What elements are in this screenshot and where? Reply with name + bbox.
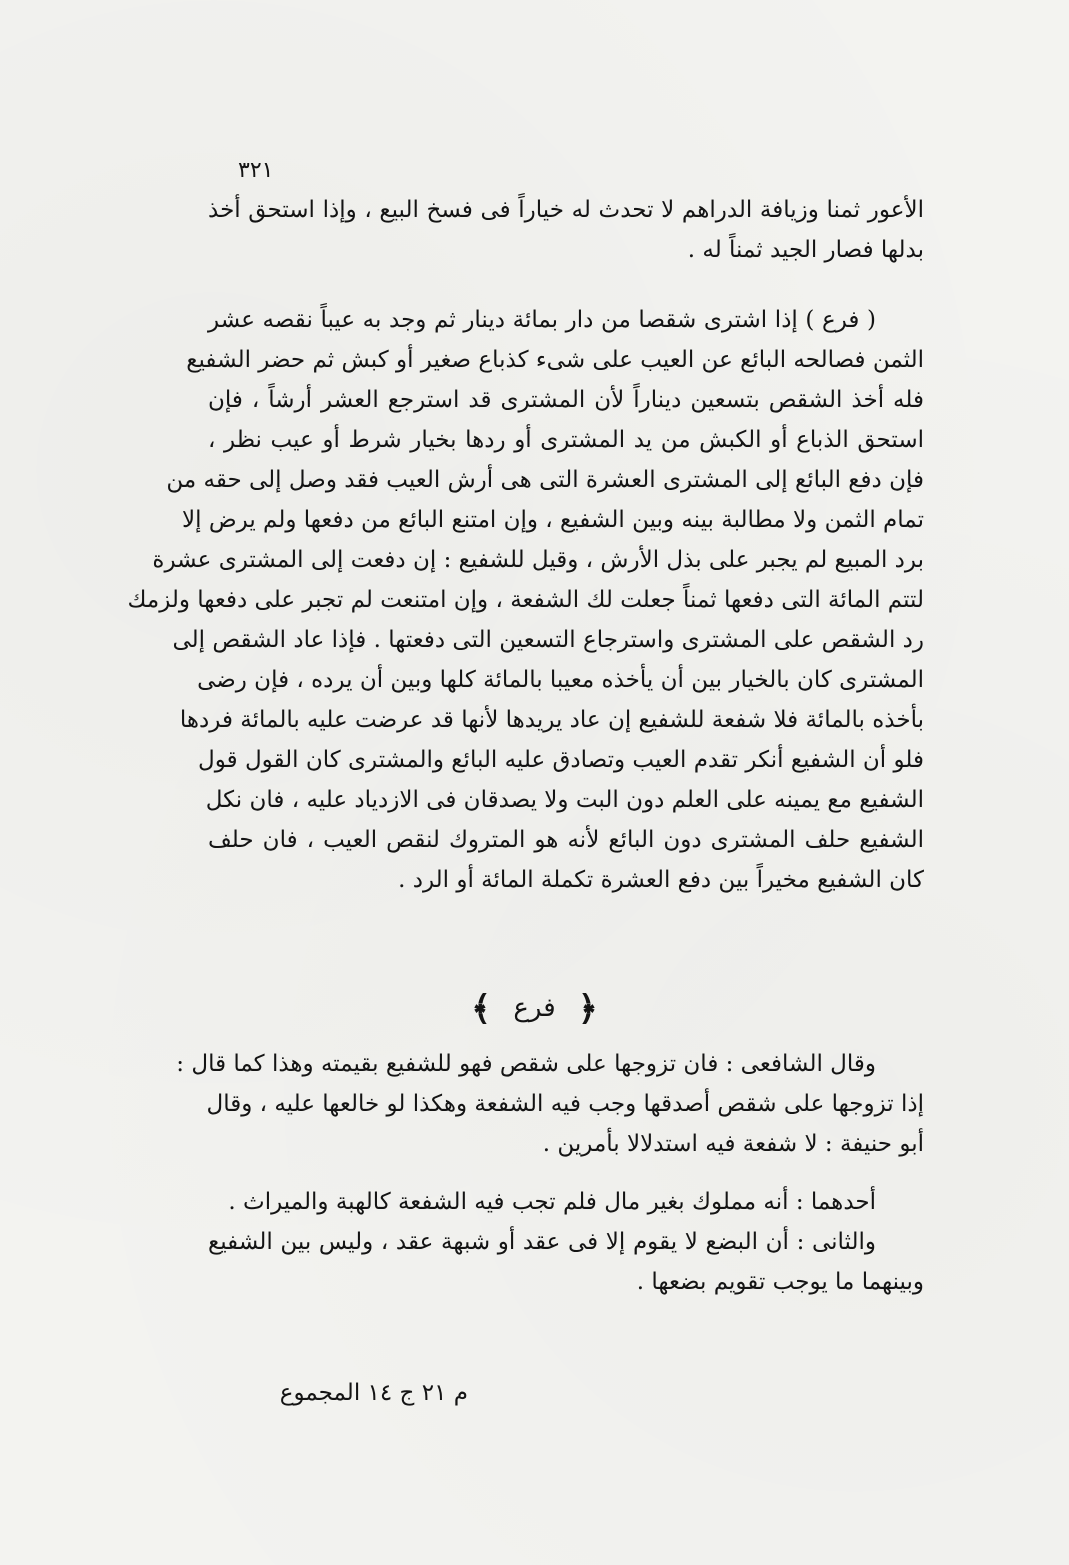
text-line: تمام الثمن ولا مطالبة بينه وبين الشفيع ، وإن امتنع البائع من دفعها ولم يرض إلا — [182, 507, 924, 533]
paragraph-3 — [176, 1044, 924, 1164]
text-line: استحق الذباع أو الكبش من يد المشترى أو ردها بخيار شرط أو عيب نظر ، — [208, 427, 924, 453]
text-line: والثانى : أن البضع لا يقوم إلا فى عقد أو شبهة عقد ، وليس بين الشفيع — [208, 1229, 876, 1255]
text-line: بدلها فصار الجيد ثمناً له . — [687, 237, 924, 263]
text-line: أحدهما : أنه مملوك بغير مال فلم تجب فيه الشفعة كالهبة والميراث . — [228, 1189, 876, 1215]
text-line: وبينهما ما يوجب تقويم بضعها . — [636, 1269, 924, 1295]
ornate-bracket-close: ﴾ — [471, 989, 492, 1029]
text-line: الأعور ثمنا وزيافة الدراهم لا تحدث له خياراً فى فسخ البيع ، وإذا استحق أخذ — [208, 197, 924, 223]
section-heading — [0, 988, 1069, 1029]
paragraph-5 — [208, 1222, 924, 1302]
text-line: فإن دفع البائع إلى المشترى العشرة التى هى أرش العيب فقد وصل إلى حقه من — [166, 467, 924, 493]
text-line: وقال الشافعى : فان تزوجها على شقص فهو للشفيع بقيمته وهذا كما قال : — [176, 1051, 876, 1077]
text-line: أبو حنيفة : لا شفعة فيه استدلالا بأمرين . — [542, 1131, 924, 1157]
text-line: إذا تزوجها على شقص أصدقها وجب فيه الشفعة وهكذا لو خالعها عليه ، وقال — [206, 1091, 924, 1117]
paragraph-1 — [208, 190, 924, 270]
paragraph-4 — [208, 1182, 924, 1222]
text-line: الشفيع حلف المشترى دون البائع لأنه هو المتروك لنقص العيب ، فان حلف — [208, 827, 924, 853]
text-line: الثمن فصالحه البائع عن العيب على شىء كذباع صغير أو كبش ثم حضر الشفيع — [186, 347, 924, 373]
text-line: الشفيع مع يمينه على العلم دون البت ولا يصدقان فى الازدياد عليه ، فان نكل — [205, 787, 924, 813]
text-line: فله أخذ الشقص بتسعين ديناراً لأن المشترى قد استرجع العشر أرشاً ، فإن — [208, 387, 924, 413]
text-line: ( فرع ) إذا اشترى شقصا من دار بمائة دينار ثم وجد به عيباً نقصه عشر — [208, 307, 876, 333]
text-line: بأخذه بالمائة فلا شفعة للشفيع إن عاد يريدها لأنها قد عرضت عليه بالمائة فردها — [179, 707, 924, 733]
text-line: المشترى كان بالخيار بين أن يأخذه معيبا بالمائة كلها وبين أن يرده ، فإن رضى — [197, 667, 924, 693]
text-line: فلو أن الشفيع أنكر تقدم العيب وتصادق عليه البائع والمشترى كان القول قول — [198, 747, 924, 773]
text-line: رد الشقص على المشترى واسترجاع التسعين التى دفعتها . فإذا عاد الشقص إلى — [172, 627, 924, 653]
text-line: لتتم المائة التى دفعها ثمناً جعلت لك الشفعة ، وإن امتنعت لم تجبر على دفعها ولزمك — [127, 587, 924, 613]
heading-text: فرع — [513, 992, 556, 1023]
footer-signature: م ٢١ ج ١٤ المجموع — [279, 1380, 468, 1406]
text-line: برد المبيع لم يجبر على بذل الأرش ، وقيل للشفيع : إن دفعت إلى المشترى عشرة — [152, 547, 924, 573]
page-number: ٣٢١ — [238, 158, 274, 183]
text-line: كان الشفيع مخيراً بين دفع العشرة تكملة المائة أو الرد . — [398, 867, 924, 893]
ornate-bracket-open: ﴿ — [577, 989, 598, 1029]
paragraph-2 — [127, 300, 924, 900]
